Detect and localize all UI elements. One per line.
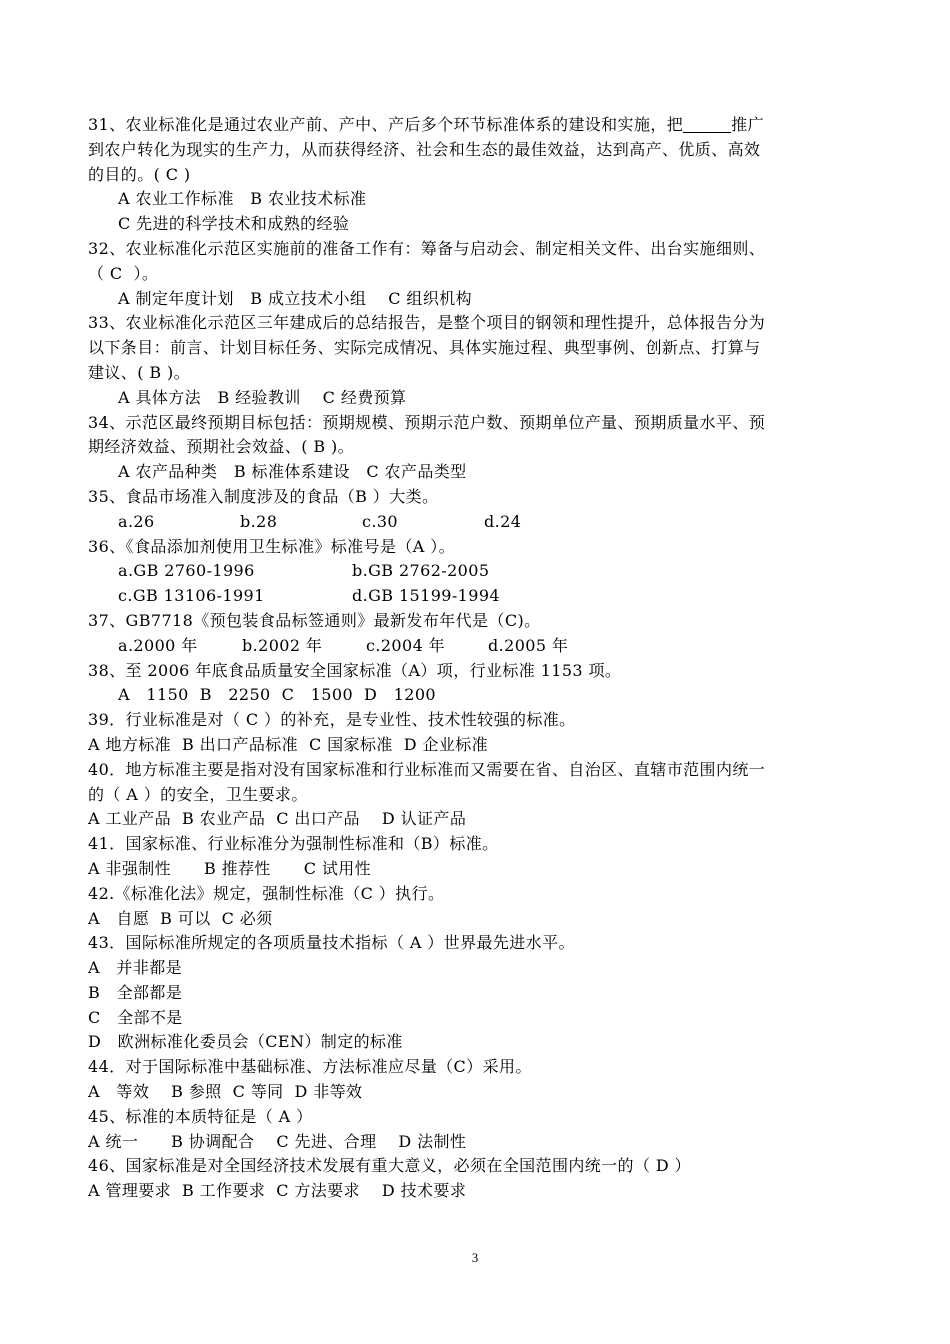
- question-38-line-1: 38、至 2006 年底食品质量安全国家标准（A）项，行业标准 1153 项。: [88, 660, 622, 680]
- question-33-options: A 具体方法 B 经验教训 C 经费预算: [118, 387, 407, 407]
- question-43-option-a: A 并非都是: [88, 958, 183, 978]
- fill-in-blank: [683, 114, 731, 133]
- question-list: [88, 113, 868, 1204]
- question-46-line-1: 46、国家标准是对全国经济技术发展有重大意义，必须在全国范围内统一的（ D ）: [88, 1156, 691, 1176]
- question-44-line-1: 44．对于国际标准中基础标准、方法标准应尽量（C）采用。: [88, 1057, 532, 1077]
- question-40-options: A 工业产品 B 农业产品 C 出口产品 D 认证产品: [88, 809, 467, 829]
- question-33-line-1: 33、农业标准化示范区三年建成后的总结报告，是整个项目的钢领和理性提升，总体报告分为: [88, 313, 766, 333]
- question-31-options: A 农业工作标准 B 农业技术标准: [118, 189, 367, 209]
- question-34-line-2: 期经济效益、预期社会效益、( B )。: [88, 437, 355, 457]
- option: c.2004 年: [366, 635, 446, 655]
- option: d.GB 15199-1994: [352, 586, 500, 606]
- question-46-options: A 管理要求 B 工作要求 C 方法要求 D 技术要求: [88, 1181, 467, 1201]
- question-39-line-1: 39．行业标准是对（ C ）的补充，是专业性、技术性较强的标准。: [88, 710, 576, 730]
- question-31-options: C 先进的科学技术和成熟的经验: [118, 214, 350, 234]
- question-31-line-3: 的目的。( C ): [88, 164, 191, 184]
- option: d.24: [484, 511, 522, 531]
- question-43-line-1: 43．国际标准所规定的各项质量技术指标（ A ）世界最先进水平。: [88, 933, 575, 953]
- question-41-options: A 非强制性 B 推荐性 C 试用性: [88, 858, 372, 878]
- question-31-line-1: 31、农业标准化是通过农业产前、产中、产后多个环节标准体系的建设和实施，把 推广: [88, 115, 764, 134]
- option: a.26: [118, 511, 155, 531]
- option: b.GB 2762-2005: [352, 561, 490, 581]
- option: a.2000 年: [118, 635, 198, 655]
- option: d.2005 年: [488, 635, 569, 655]
- option: c.GB 13106-1991: [118, 586, 265, 606]
- question-42-options: A 自愿 B 可以 C 必须: [88, 908, 273, 928]
- question-39-options: A 地方标准 B 出口产品标准 C 国家标准 D 企业标准: [88, 734, 489, 754]
- question-32-options: A 制定年度计划 B 成立技术小组 C 组织机构: [118, 288, 473, 308]
- option: b.2002 年: [242, 635, 323, 655]
- question-44-options: A 等效 B 参照 C 等同 D 非等效: [88, 1082, 363, 1102]
- question-36-options: [88, 559, 868, 584]
- question-34-options: A 农产品种类 B 标准体系建设 C 农产品类型: [118, 462, 467, 482]
- question-33-line-3: 建议、( B )。: [88, 362, 191, 382]
- question-42-line-1: 42.《标准化法》规定，强制性标准（C ）执行。: [88, 883, 445, 903]
- question-32-line-2: （ C ）。: [88, 263, 159, 283]
- question-33-line-2: 以下条目：前言、计划目标任务、实际完成情况、具体实施过程、典型事例、创新点、打算与: [88, 338, 761, 358]
- page-number: 3: [471, 1250, 479, 1265]
- question-40-line-2: 的（ A ）的安全，卫生要求。: [88, 784, 308, 804]
- question-35-line-1: 35、食品市场准入制度涉及的食品（B ）大类。: [88, 486, 439, 506]
- question-41-line-1: 41．国家标准、行业标准分为强制性标准和（B）标准。: [88, 834, 499, 854]
- question-37-options: [88, 634, 868, 659]
- question-37-line-1: 37、GB7718《预包装食品标签通则》最新发布年代是（C)。: [88, 610, 541, 630]
- question-40-line-1: 40．地方标准主要是指对没有国家标准和行业标准而又需要在省、自治区、直辖市范围内统一: [88, 759, 766, 779]
- question-32-line-1: 32、农业标准化示范区实施前的准备工作有：筹备与启动会、制定相关文件、出台实施细则、: [88, 238, 766, 258]
- question-43-option-b: B 全部都是: [88, 982, 183, 1002]
- question-43-option-c: C 全部不是: [88, 1007, 183, 1027]
- question-35-options: [88, 510, 868, 535]
- option: c.30: [362, 511, 399, 531]
- question-36-options: [88, 584, 868, 609]
- option: b.28: [240, 511, 278, 531]
- question-31-line-2: 到农户转化为现实的生产力，从而获得经济、社会和生态的最佳效益，达到高产、优质、高效: [88, 139, 761, 159]
- question-43-option-d: D 欧洲标准化委员会（CEN）制定的标准: [88, 1032, 403, 1052]
- option: a.GB 2760-1996: [118, 561, 255, 581]
- question-45-options: A 统一 B 协调配合 C 先进、合理 D 法制性: [88, 1131, 467, 1151]
- question-36-line-1: 36、《食品添加剂使用卫生标准》标准号是（A ）。: [88, 536, 456, 556]
- question-38-options: A 1150 B 2250 C 1500 D 1200: [118, 685, 437, 705]
- question-34-line-1: 34、示范区最终预期目标包括：预期规模、预期示范户数、预期单位产量、预期质量水平、预: [88, 412, 766, 432]
- question-45-line-1: 45、标准的本质特征是（ A ）: [88, 1106, 313, 1126]
